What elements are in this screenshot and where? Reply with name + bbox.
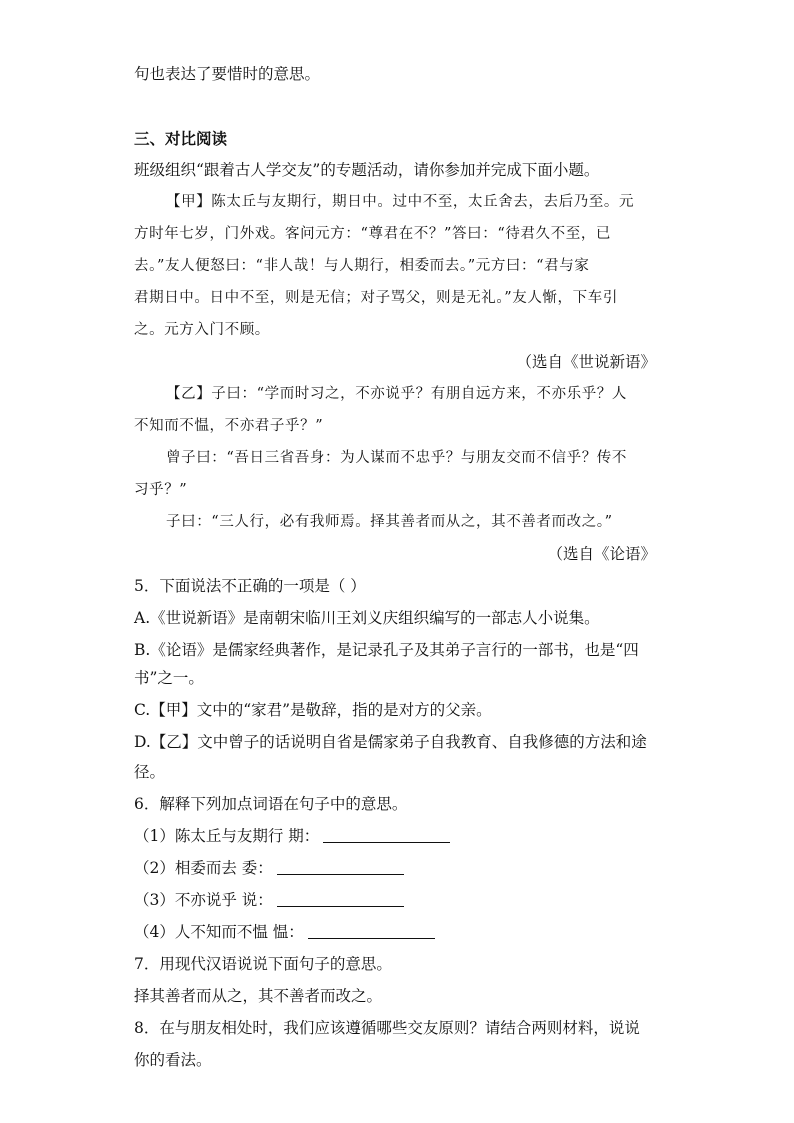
text-b-line: 不知而不愠，不亦君子乎？”	[134, 418, 324, 434]
text-a-source: （选自《世说新语》	[516, 353, 656, 371]
question-5-stem: 5．下面说法不正确的一项是（ ）	[134, 577, 366, 595]
instruction-text: 班级组织“跟着古人学交友”的专题活动，请你参加并完成下面小题。	[134, 161, 600, 179]
question-6-item-4-label: （4）人不知而不愠 愠：	[134, 923, 304, 941]
answer-blank[interactable]	[277, 891, 404, 907]
answer-blank[interactable]	[323, 827, 450, 843]
question-8-stem-cont: 你的看法。	[134, 1051, 212, 1069]
question-5-option-d-cont: 径。	[134, 763, 166, 781]
question-6-stem: 6．解释下列加点词语在句子中的意思。	[134, 795, 408, 813]
answer-blank[interactable]	[277, 859, 404, 875]
question-5-option-a: A.《世说新语》是南朝宋临川王刘义庆组织编写的一部志人小说集。	[134, 609, 600, 627]
question-6-item-2	[134, 858, 664, 878]
answer-blank[interactable]	[308, 923, 435, 939]
text-b-line: 习乎？”	[134, 482, 188, 498]
section-title: 三、对比阅读	[134, 129, 228, 148]
question-8-stem: 8．在与朋友相处时，我们应该遵循哪些交友原则？请结合两则材料，说说	[134, 1019, 640, 1037]
text-a-line: 方时年七岁，门外戏。客问元方：“尊君在不？”答曰：“待君久不至，已	[134, 226, 612, 242]
question-5-option-d: D.【乙】文中曾子的话说明自省是儒家弟子自我教育、自我修德的方法和途	[134, 733, 647, 751]
text-b-line: 【乙】子曰：“学而时习之，不亦说乎？有朋自远方来，不亦乐乎？人	[166, 386, 628, 402]
question-6-item-2-label: （2）相委而去 委：	[134, 859, 273, 877]
question-7-sentence: 择其善者而从之，其不善者而改之。	[134, 987, 383, 1005]
question-6-item-1-label: （1）陈太丘与友期行 期：	[134, 827, 320, 845]
text-a-line: 君期日中。日中不至，则是无信；对子骂父，则是无礼。”友人惭，下车引	[134, 290, 618, 306]
text-b-line: 曾子曰：“吾日三省吾身：为人谋而不忠乎？与朋友交而不信乎？传不	[166, 450, 628, 466]
question-6-item-3-label: （3）不亦说乎 说：	[134, 891, 273, 909]
intro-tail-text: 句也表达了要惜时的意思。	[134, 65, 321, 83]
question-5-option-b: B.《论语》是儒家经典著作，是记录孔子及其弟子言行的一部书，也是“四	[134, 641, 639, 659]
text-a-line: 之。元方入门不顾。	[134, 322, 270, 338]
question-7-stem: 7．用现代汉语说说下面句子的意思。	[134, 955, 392, 973]
question-5-option-c: C.【甲】文中的“家君”是敬辞，指的是对方的父亲。	[134, 701, 492, 719]
text-b-line: 子曰：“三人行，必有我师焉。择其善者而从之，其不善者而改之。”	[166, 514, 613, 530]
text-b-source: （选自《论语》	[547, 545, 656, 563]
question-6-item-3	[134, 890, 664, 910]
question-6-item-1	[134, 826, 664, 846]
text-a-line: 【甲】陈太丘与友期行，期日中。过中不至，太丘舍去，去后乃至。元	[166, 194, 635, 210]
question-5-option-b-cont: 书”之一。	[134, 669, 204, 687]
text-a-line: 去。”友人便怒曰：“非人哉！与人期行，相委而去。”元方曰：“君与家	[134, 258, 590, 274]
question-6-item-4	[134, 922, 664, 942]
